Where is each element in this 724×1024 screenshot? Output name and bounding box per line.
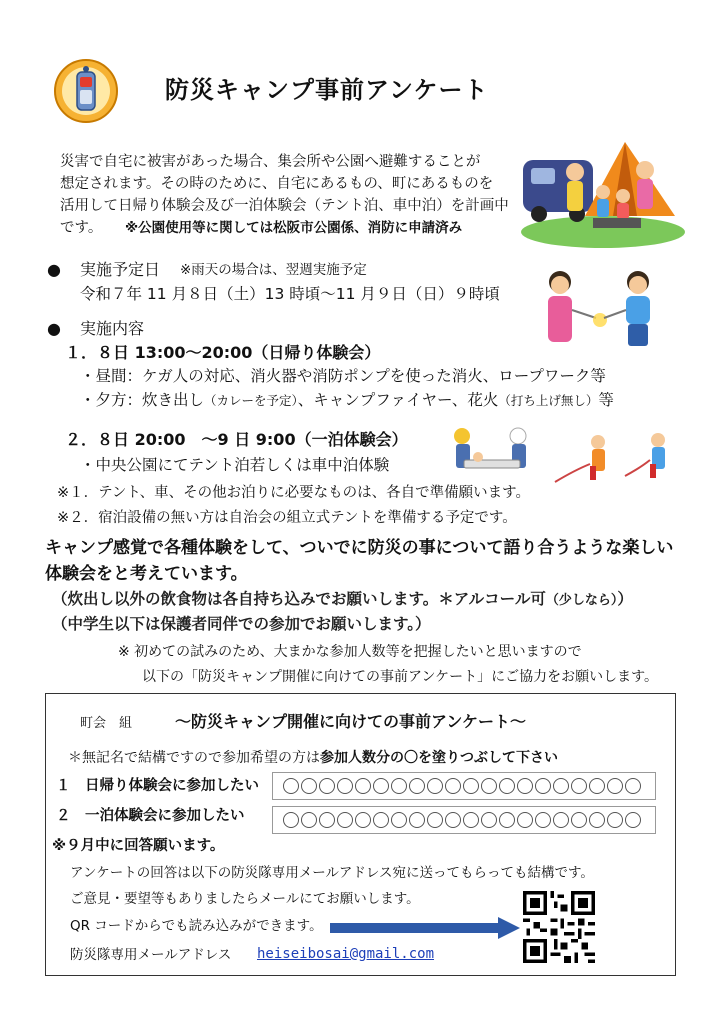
evening-fireworks-note: （打ち上げ無し） [498,393,599,408]
evening-end: 等 [598,391,614,409]
q1-circle[interactable] [373,778,389,794]
q1-circle[interactable] [463,778,479,794]
q1-circle[interactable] [625,778,641,794]
q2-circle[interactable] [625,812,641,828]
day2-detail: ・中央公園にてテント泊若しくは車中泊体験 [80,456,390,474]
request-line-2: 以下の「防災キャンプ開催に向けての事前アンケート」にご協力をお願いします。 [142,669,659,685]
q1-circle[interactable] [571,778,587,794]
q2-circle[interactable] [535,812,551,828]
junior-note: （中学生以下は保護者同伴での参加でお願いします。） [52,615,431,633]
q1-circle[interactable] [427,778,443,794]
q2-circle[interactable] [589,812,605,828]
q1-circle[interactable] [481,778,497,794]
day1-noon: ・昼間：ケガ人の対応、消火器や消防ポンプを使った消火、ロープワーク等 [80,367,606,385]
food-note [52,590,633,609]
instruction-emphasis: 参加人数分の〇を塗りつぶして下さい [320,750,558,766]
q1-circle[interactable] [283,778,299,794]
qr-code[interactable] [523,891,595,963]
q2-circle[interactable] [391,812,407,828]
content-label: 実施内容 [80,319,145,338]
food-note-start: （炊出し以外の飲食物は各自持ち込みでお願いします。＊アルコール可 [52,590,546,608]
page-title: 防災キャンプ事前アンケート [165,76,489,104]
q2-circle[interactable] [517,812,533,828]
q2-circle[interactable] [571,812,587,828]
q1-label: １ 日帰り体験会に参加したい [56,778,259,794]
permit-note: ※公園使用等に関しては松阪市公園係、消防に申請済み [124,220,463,236]
q2-circle[interactable] [409,812,425,828]
evening-curry-note: （カレーを予定） [204,393,298,408]
email-link[interactable]: heiseibosai@gmail.com [257,946,435,962]
q1-circle[interactable] [301,778,317,794]
fireworks-kids-illustration [538,266,668,350]
q2-circle[interactable] [607,812,623,828]
q1-circle[interactable] [607,778,623,794]
schedule-label: 実施予定日 [80,260,161,279]
q1-circle[interactable] [535,778,551,794]
q2-circles[interactable] [272,806,656,834]
arrow-to-qr-icon [330,917,520,939]
survey-title: ～防災キャンプ開催に向けての事前アンケート～ [175,712,527,731]
intro-line-1: 災害で自宅に被害があった場合、集会所や公園へ避難することが [60,154,481,170]
message-line-1: キャンプ感覚で各種体験をして、ついでに防災の事について語り合うような楽しい [45,538,674,558]
q2-circle[interactable] [445,812,461,828]
evening-middle: 、キャンプファイヤー、花火 [297,391,499,409]
q1-circle[interactable] [337,778,353,794]
intro-line-4 [60,217,509,239]
rain-note: ※雨天の場合は、翌週実施予定 [180,262,367,278]
q2-circle[interactable] [481,812,497,828]
intro-line-2: 想定されます。その時のために、自宅にあるもの、町にあるものを [60,176,494,192]
q1-circle[interactable] [553,778,569,794]
q1-circle[interactable] [499,778,515,794]
intro-line-4-start: です。 [60,220,103,236]
q2-circle[interactable] [553,812,569,828]
q2-circle[interactable] [319,812,335,828]
food-note-end: ） [617,590,633,608]
q2-label: ２ 一泊体験会に参加したい [56,808,245,824]
food-note-small: （少しなら） [545,593,618,608]
q1-circle[interactable] [517,778,533,794]
intro-text [60,151,509,239]
deadline-note: ※９月中に回答願います。 [52,838,225,854]
q2-circle[interactable] [427,812,443,828]
request-line-1: ※ 初めての試みのため、大まかな参加人数等を把握したいと思いますので [118,644,582,660]
bousai-logo [53,58,119,124]
q1-circle[interactable] [391,778,407,794]
q2-circle[interactable] [499,812,515,828]
q1-circle[interactable] [589,778,605,794]
instruction-start: ＊無記名で結構ですので参加希望の方は [68,750,320,766]
q2-circle[interactable] [301,812,317,828]
q2-circle[interactable] [373,812,389,828]
intro-line-3: 活用して日帰り体験会及び一泊体験会（テント泊、車中泊）を計画中 [60,198,509,214]
q2-circle[interactable] [463,812,479,828]
q1-circle[interactable] [319,778,335,794]
schedule-dates: 令和７年 11 月８日（土）13 時頃～11 月９日（日）９時頃 [80,285,500,303]
town-label: 町会 組 [80,716,133,731]
rescue-training-illustration [450,424,672,492]
q1-circles[interactable] [272,772,656,800]
survey-instruction [68,750,558,767]
opinion-note: ご意見・要望等もありましたらメールにてお願いします。 [70,891,420,907]
schedule-bullet: ● [47,260,61,279]
q2-circle[interactable] [337,812,353,828]
note-1: ※１．テント、車、その他お泊りに必要なものは、各自で準備願います。 [57,485,530,501]
day2-heading: ２．８日 20:00 ～9 日 9:00（一泊体験会） [65,430,408,449]
day1-heading: １．８日 13:00～20:00（日帰り体験会） [65,343,381,362]
note-2: ※２．宿泊設備の無い方は自治会の組立式テントを準備する予定です。 [57,510,517,526]
content-bullet: ● [47,319,61,338]
message-line-2: 体験会をと考えています。 [45,564,248,584]
family-camp-illustration [515,120,685,250]
email-label: 防災隊専用メールアドレス [70,947,232,963]
day1-evening [80,391,614,410]
q1-circle[interactable] [409,778,425,794]
q1-circle[interactable] [355,778,371,794]
q2-circle[interactable] [355,812,371,828]
qr-note: QR コードからでも読み込みができます。 [70,918,323,934]
q1-circle[interactable] [445,778,461,794]
send-info: アンケートの回答は以下の防災隊専用メールアドレス宛に送ってもらっても結構です。 [70,865,594,881]
evening-start: ・夕方：炊き出し [80,391,205,409]
q2-circle[interactable] [283,812,299,828]
